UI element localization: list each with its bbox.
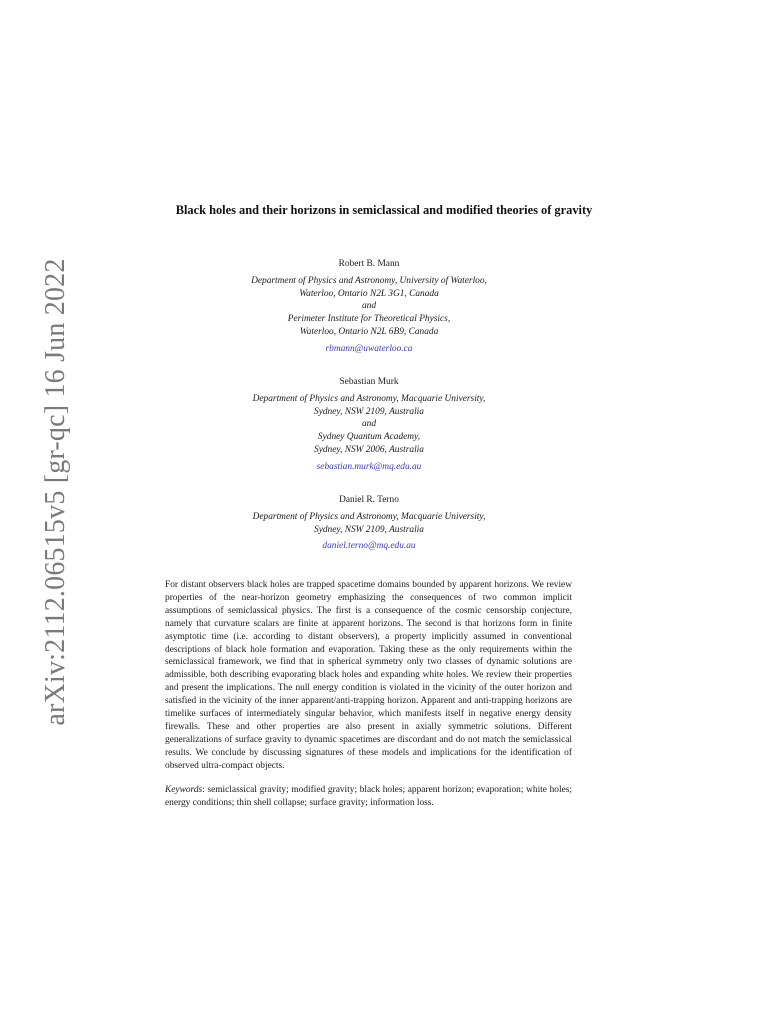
arxiv-identifier-stamp: arXiv:2112.06515v5 [gr-qc] 16 Jun 2022 (40, 258, 71, 726)
abstract-paragraph: For distant observers black holes are trapped spacetime domains bounded by apparent horizons. We review properties of the near-horizon geometry emphasizing the consequences of two common implicit assumptions of semiclassical physics. The first is a consequence of the cosmic censorship conjecture, namely that curvature scalars are finite at apparent horizons. The second is that horizons form in finite asymptotic time (i.e. according to distant observers), a property implicitly assumed in conventional descriptions of black hole formation and evaporation. Taking these as the only requirements within the semiclassical framework, we find that in spherical symmetry only two classes of dynamic solutions are admissible, both describing evaporating black holes and expanding white holes. We review their properties and present the implications. The null energy condition is violated in the vicinity of the outer horizon and satisfied in the vicinity of the inner apparent/anti-trapping horizon. Apparent and anti-trapping horizons are timelike surfaces of intermediately singular behavior, which manifests itself in negative energy density firewalls. These and other properties are also present in axially symmetric solutions. Different generalizations of surface gravity to dynamic spacetimes are discordant and do not match the semiclassical results. We conclude by discussing signatures of these models and implications for the identification of observed ultra-compact objects. (165, 580, 572, 771)
affiliation-line: Sydney Quantum Academy, (317, 432, 421, 443)
affiliation-line: Department of Physics and Astronomy, Macquarie University, (252, 511, 486, 522)
affiliation-line: Sydney, NSW 2109, Australia (314, 406, 424, 417)
affiliation-line: and (361, 301, 377, 312)
affiliation-line: Department of Physics and Astronomy, University of Waterloo, (251, 275, 487, 286)
author-block-3 (0, 494, 738, 553)
affiliation-line: Perimeter Institute for Theoretical Physics, (287, 314, 451, 325)
keywords-text: semiclassical gravity; modified gravity; black holes; apparent horizon; evaporation; white holes; energy conditions; thin shell collapse; surface gravity; information loss. (165, 785, 573, 808)
keywords-label: Keywords (165, 785, 203, 795)
affiliation-line: and (361, 419, 377, 430)
keywords-separator: : (202, 785, 208, 795)
author-email-link[interactable]: daniel.terno@mq.edu.au (322, 541, 416, 552)
keywords-paragraph (165, 784, 572, 810)
affiliation-line: Waterloo, Ontario N2L 3G1, Canada (299, 288, 439, 299)
author-name: Robert B. Mann (338, 259, 400, 269)
author-email-link[interactable]: sebastian.murk@mq.edu.au (316, 461, 422, 472)
author-block-2 (0, 376, 738, 474)
author-block-1 (0, 258, 738, 356)
affiliation-line: Waterloo, Ontario N2L 6B9, Canada (299, 326, 439, 337)
author-email-link[interactable]: rbmann@uwaterloo.ca (325, 343, 413, 354)
author-name: Daniel R. Terno (339, 495, 399, 505)
paper-title: Black holes and their horizons in semiclassical and modified theories of gravity (175, 203, 593, 217)
affiliation-line: Sydney, NSW 2006, Australia (314, 444, 424, 455)
author-name: Sebastian Murk (339, 377, 399, 387)
affiliation-line: Department of Physics and Astronomy, Macquarie University, (252, 393, 486, 404)
affiliation-line: Sydney, NSW 2109, Australia (314, 524, 424, 535)
